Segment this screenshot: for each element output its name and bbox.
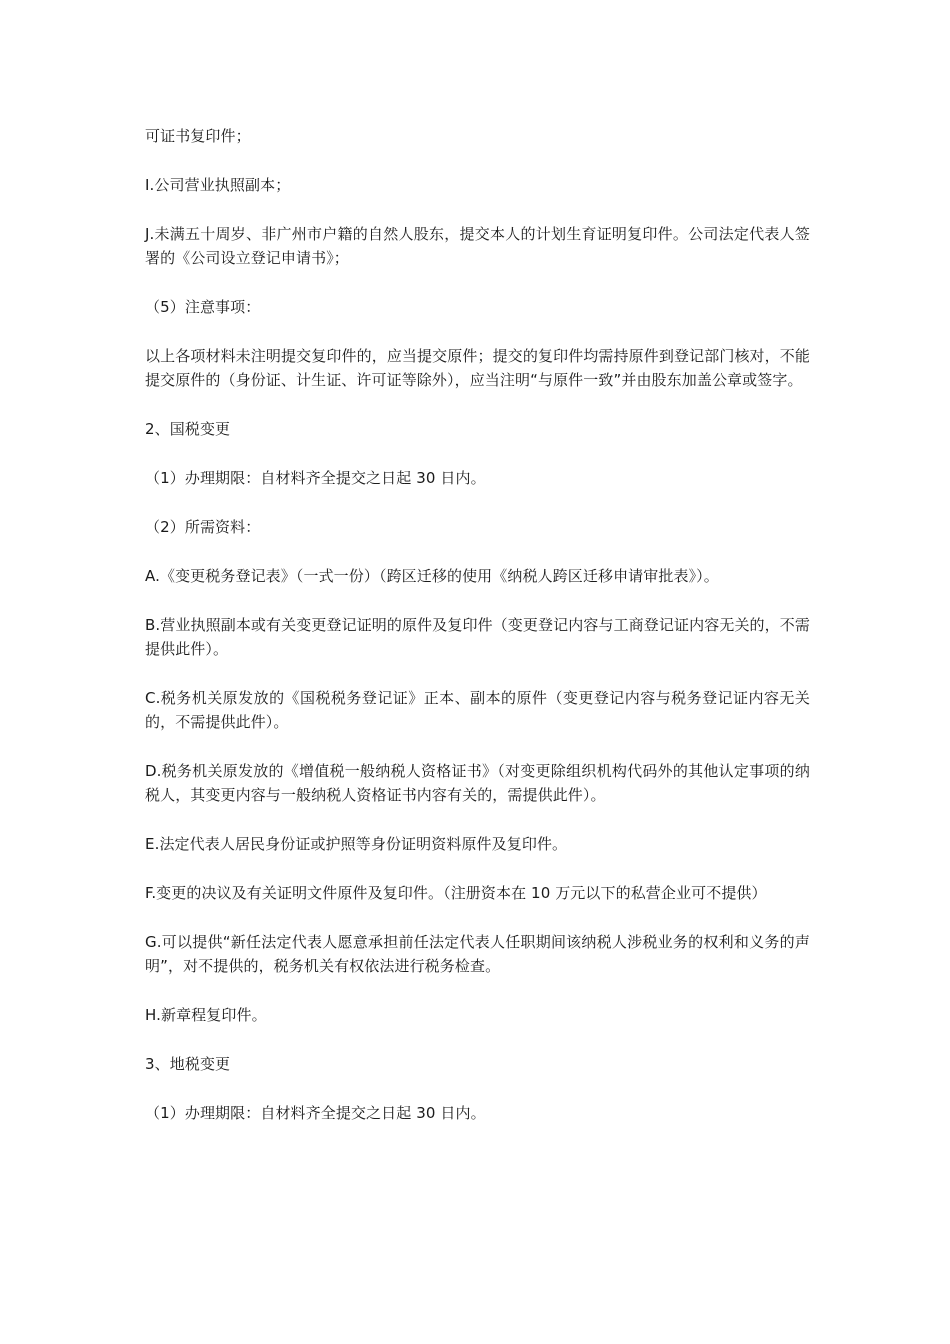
list-item: H.新章程复印件。 (145, 1006, 267, 1024)
paragraph: （1）办理期限：自材料齐全提交之日起 30 日内。 (145, 469, 486, 487)
section-heading: 3、地税变更 (145, 1055, 231, 1073)
list-item: D.税务机关原发放的《增值税一般纳税人资格证书》（对变更除组织机构代码外的其他认定事项的纳税人，其变更内容与一般纳税人资格证书内容有关的，需提供此件）。 (145, 762, 810, 804)
section-heading: （2）所需资料： (145, 518, 261, 536)
paragraph: 可证书复印件； (145, 127, 251, 145)
paragraph: （1）办理期限：自材料齐全提交之日起 30 日内。 (145, 1104, 486, 1122)
paragraph: 以上各项材料未注明提交复印件的，应当提交原件；提交的复印件均需持原件到登记部门核对，不能提交原件的（身份证、计生证、许可证等除外），应当注明“与原件一致”并由股东加盖公章或签字。 (145, 347, 810, 389)
section-heading: 2、国税变更 (145, 420, 231, 438)
paragraph: I.公司营业执照副本； (145, 176, 291, 194)
document-body (145, 124, 810, 1150)
list-item: F.变更的决议及有关证明文件原件及复印件。（注册资本在 10 万元以下的私营企业可不提供） (145, 884, 767, 902)
list-item: B.营业执照副本或有关变更登记证明的原件及复印件（变更登记内容与工商登记证内容无关的，不需提供此件）。 (145, 616, 810, 658)
paragraph: J.未满五十周岁、非广州市户籍的自然人股东，提交本人的计划生育证明复印件。公司法定代表人签署的《公司设立登记申请书》； (145, 225, 810, 267)
list-item: G.可以提供“新任法定代表人愿意承担前任法定代表人任职期间该纳税人涉税业务的权利和义务的声明”，对不提供的，税务机关有权依法进行税务检查。 (145, 933, 810, 975)
list-item: E.法定代表人居民身份证或护照等身份证明资料原件及复印件。 (145, 835, 568, 853)
section-heading: （5）注意事项： (145, 298, 261, 316)
list-item: C.税务机关原发放的《国税税务登记证》正本、副本的原件（变更登记内容与税务登记证内容无关的，不需提供此件）。 (145, 689, 810, 731)
list-item: A.《变更税务登记表》（一式一份）（跨区迁移的使用《纳税人跨区迁移申请审批表》）。 (145, 567, 719, 585)
